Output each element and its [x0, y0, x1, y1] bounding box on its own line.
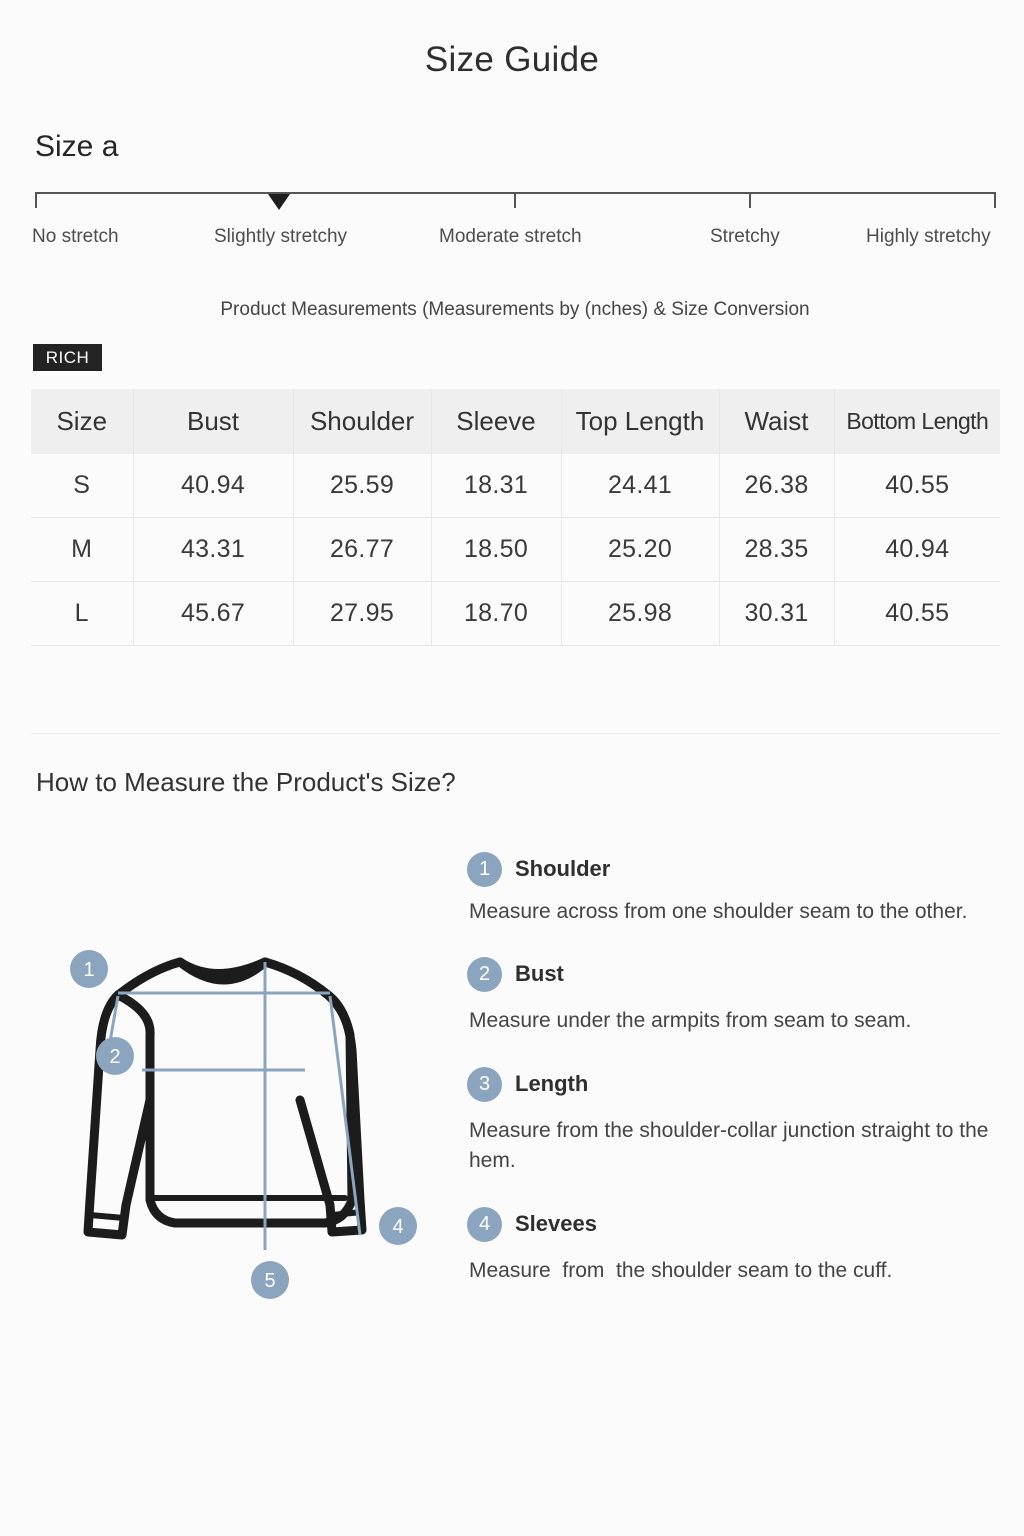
stretch-tick	[749, 192, 751, 208]
stretch-label-stretchy: Stretchy	[710, 226, 780, 247]
table-cell: 25.98	[561, 582, 719, 646]
stretch-label-slight: Slightly stretchy	[214, 226, 348, 247]
table-row	[31, 518, 1000, 582]
instruction-title: Shoulder	[515, 856, 611, 881]
sweater-diagram	[60, 940, 440, 1310]
measurement-lines	[105, 962, 360, 1250]
table-row	[31, 454, 1000, 518]
table-cell: 40.94	[834, 518, 1000, 582]
table-cell: M	[31, 518, 133, 582]
instruction-desc: Measure from the shoulder seam to the cuff.	[469, 1259, 893, 1282]
table-cell: 45.67	[133, 582, 293, 646]
svg-text:1: 1	[83, 959, 95, 981]
number-badge: 3	[467, 1067, 502, 1102]
header-shoulder: Shoulder	[293, 389, 431, 454]
instruction-length	[467, 1066, 1007, 1176]
diagram-marker-2	[96, 1037, 134, 1075]
instruction-sleeves	[467, 1206, 1007, 1286]
stretch-label-none: No stretch	[32, 226, 119, 247]
stretch-tick	[994, 192, 996, 208]
table-cell: L	[31, 582, 133, 646]
instruction-title: Bust	[515, 961, 564, 986]
stretch-marker	[268, 194, 290, 210]
brand-badge: RICH	[33, 344, 102, 371]
table-cell: 28.35	[719, 518, 834, 582]
page-title: Size Guide	[424, 40, 600, 79]
svg-text:5: 5	[264, 1270, 276, 1292]
table-cell: 18.50	[431, 518, 561, 582]
table-cell: 25.59	[293, 454, 431, 518]
table-cell: 26.77	[293, 518, 431, 582]
table-header-row	[31, 389, 1000, 454]
instruction-desc: Measure across from one shoulder seam to the other.	[469, 900, 968, 923]
table-cell: 25.20	[561, 518, 719, 582]
instruction-header	[467, 1206, 1007, 1242]
instruction-header	[467, 851, 1007, 887]
table-cell: 40.55	[834, 582, 1000, 646]
table-cell: S	[31, 454, 133, 518]
stretch-tick	[35, 192, 37, 208]
stretch-heading: Size a	[35, 130, 119, 163]
stretch-tick	[514, 192, 516, 208]
header-top-length: Top Length	[561, 389, 719, 454]
table-row	[31, 582, 1000, 646]
svg-text:4: 4	[392, 1216, 404, 1238]
svg-text:2: 2	[109, 1046, 121, 1068]
diagram-marker-5	[251, 1261, 289, 1299]
stretch-label-moderate: Moderate stretch	[439, 226, 582, 247]
instruction-header	[467, 956, 1007, 992]
number-badge: 1	[467, 852, 502, 887]
table-cell: 30.31	[719, 582, 834, 646]
size-table	[31, 389, 1000, 646]
table-cell: 40.55	[834, 454, 1000, 518]
table-cell: 24.41	[561, 454, 719, 518]
stretch-label-high: Highly stretchy	[866, 226, 991, 247]
table-cell: 40.94	[133, 454, 293, 518]
header-waist: Waist	[719, 389, 834, 454]
instruction-bust	[467, 956, 1007, 1036]
instruction-desc: Measure under the armpits from seam to seam.	[469, 1009, 912, 1032]
section-divider	[31, 733, 1000, 734]
header-size: Size	[31, 389, 133, 454]
instruction-shoulder	[467, 851, 1007, 927]
instruction-title: Length	[515, 1071, 589, 1096]
diagram-marker-1	[70, 950, 108, 988]
instruction-title: Slevees	[515, 1211, 597, 1236]
header-sleeve: Sleeve	[431, 389, 561, 454]
table-cell: 43.31	[133, 518, 293, 582]
howto-heading: How to Measure the Product's Size?	[36, 767, 456, 797]
table-cell: 18.70	[431, 582, 561, 646]
measurements-caption: Product Measurements (Measurements by (nches) & Size Conversion	[220, 299, 810, 320]
table-cell: 18.31	[431, 454, 561, 518]
sweater-icon	[88, 962, 362, 1235]
table-cell: 27.95	[293, 582, 431, 646]
instruction-header	[467, 1066, 1007, 1102]
stretch-scale	[0, 0, 1024, 260]
table-cell: 26.38	[719, 454, 834, 518]
number-badge: 4	[467, 1207, 502, 1242]
header-bust: Bust	[133, 389, 293, 454]
header-bottom-length: Bottom Length	[834, 389, 1000, 454]
number-badge: 2	[467, 957, 502, 992]
diagram-marker-4	[379, 1207, 417, 1245]
instruction-desc: Measure from the shoulder-collar junction straight to the hem.	[469, 1119, 989, 1172]
